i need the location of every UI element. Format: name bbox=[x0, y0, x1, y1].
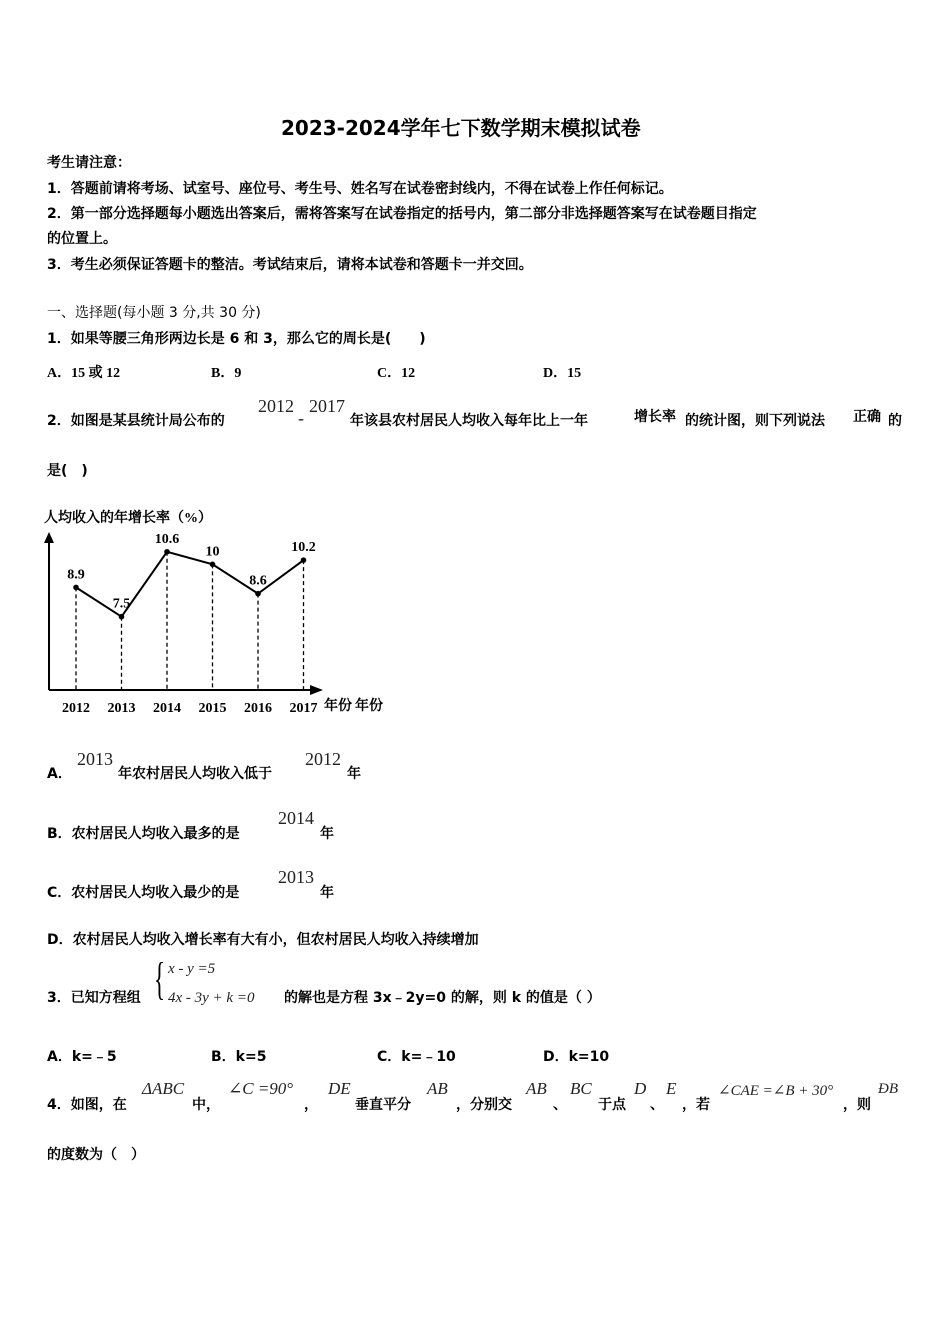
q2-stem-part2: 年该县农村居民人均收入每年比上一年 bbox=[350, 413, 588, 429]
q4-angle-c: ∠C =90° bbox=[228, 1079, 294, 1098]
q2-option-c-text[interactable]: C．农村居民人均收入最少的是 bbox=[47, 885, 240, 901]
chart-data-label: 10.6 bbox=[154, 531, 180, 547]
q4-stem-part6: ，若 bbox=[682, 1097, 710, 1113]
chart-data-point bbox=[164, 549, 170, 555]
chart-data-label: 8.9 bbox=[67, 567, 85, 583]
q2-year-start: 2012 bbox=[258, 396, 294, 416]
q2-stem-part3: 增长率 bbox=[634, 409, 676, 425]
q2-option-a-suffix: 年 bbox=[347, 766, 361, 782]
q2-stem-part6: 的 bbox=[888, 413, 902, 429]
q3-option-a[interactable]: A．k=﹣5 bbox=[47, 1049, 117, 1065]
q4-triangle: ΔABC bbox=[142, 1079, 185, 1098]
chart-data-point bbox=[210, 562, 216, 568]
chart-series-line bbox=[76, 552, 304, 617]
chart-data-label: 10 bbox=[205, 544, 220, 560]
q4-segment-ab-2: AB bbox=[526, 1079, 547, 1098]
chart-x-label: 年份 bbox=[324, 699, 352, 714]
q2-stem-part7: 是( ) bbox=[47, 463, 88, 479]
chart-data-label: 10.2 bbox=[291, 540, 316, 556]
q3-stem-prefix: 3．已知方程组 bbox=[47, 990, 141, 1006]
chart-data-point bbox=[119, 614, 125, 620]
chart-data-label: 8.6 bbox=[249, 573, 267, 589]
notes-item-2a: 2．第一部分选择题每小题选出答案后，需将答案写在试卷指定的括号内，第二部分非选择题答案写在试卷题目指定 bbox=[47, 206, 757, 222]
q3-equation-2: 4x - 3y + k =0 bbox=[168, 990, 255, 1006]
q3-option-b[interactable]: B．k=5 bbox=[211, 1049, 267, 1065]
chart-data-point bbox=[301, 557, 307, 563]
section-heading: 一、选择题(每小题 3 分,共 30 分) bbox=[47, 305, 261, 321]
q4-condition: ∠CAE =∠B + 30° bbox=[718, 1083, 834, 1099]
q4-angle-b: ÐB bbox=[878, 1081, 898, 1097]
q2-option-a-text: 年农村居民人均收入低于 bbox=[118, 766, 272, 782]
chart-data-point bbox=[255, 591, 261, 597]
notes-item-2b: 的位置上。 bbox=[47, 231, 117, 247]
notes-heading: 考生请注意： bbox=[47, 155, 131, 171]
chart-x-axis-arrow bbox=[310, 685, 323, 695]
chart-x-tick-label: 2013 bbox=[107, 701, 136, 716]
q1-option-d[interactable]: D．15 bbox=[543, 366, 582, 381]
q3-system-brace: { bbox=[154, 953, 166, 1004]
q1-option-c[interactable]: C．12 bbox=[377, 366, 416, 381]
q3-option-c[interactable]: C．k=﹣10 bbox=[377, 1049, 456, 1065]
notes-item-3: 3．考生必须保证答题卡的整洁。考试结束后，请将本试卷和答题卡一并交回。 bbox=[47, 257, 533, 273]
notes-item-1: 1．答题前请将考场、试室号、座位号、考生号、姓名写在试卷密封线内，不得在试卷上作任何标记。 bbox=[47, 181, 673, 197]
q2-stem-part1: 2．如图是某县统计局公布的 bbox=[47, 413, 225, 429]
q2-option-a-year2: 2012 bbox=[305, 749, 341, 769]
q4-segment-bc: BC bbox=[570, 1079, 592, 1098]
q4-comma: ， bbox=[304, 1097, 318, 1113]
q2-option-d-text[interactable]: D．农村居民人均收入增长率有大有小，但农村居民人均收入持续增加 bbox=[47, 932, 479, 948]
q2-dash: - bbox=[298, 408, 304, 428]
q4-segment-de: DE bbox=[328, 1079, 351, 1098]
q4-segment-ab-1: AB bbox=[427, 1079, 448, 1098]
chart-x-tick-label: 2015 bbox=[198, 701, 227, 716]
q4-separator-2: 、 bbox=[650, 1097, 664, 1113]
chart-y-axis-arrow bbox=[44, 532, 54, 543]
page-title: 2023-2024学年七下数学期末模拟试卷 bbox=[281, 116, 641, 140]
q2-stem-part5: 正确 bbox=[853, 409, 881, 425]
chart-x-tick-label: 2012 bbox=[62, 701, 90, 716]
q2-option-a-prefix[interactable]: A． bbox=[47, 766, 72, 782]
chart-data-point bbox=[73, 585, 79, 591]
chart-x-label-extra: 年份 bbox=[355, 699, 383, 714]
q4-separator-1: 、 bbox=[553, 1097, 567, 1113]
q4-stem-part3: 垂直平分 bbox=[355, 1097, 411, 1113]
q2-option-b-text[interactable]: B．农村居民人均收入最多的是 bbox=[47, 826, 240, 842]
q2-option-c-suffix: 年 bbox=[320, 885, 334, 901]
chart-x-tick-label: 2017 bbox=[289, 701, 318, 716]
chart-title: 人均收入的年增长率（%） bbox=[44, 511, 212, 526]
chart-x-tick-label: 2016 bbox=[244, 701, 272, 716]
q1-stem: 1．如果等腰三角形两边长是 6 和 3，那么它的周长是( ) bbox=[47, 331, 426, 347]
q4-point-d: D bbox=[634, 1079, 647, 1098]
q4-stem-part8: 的度数为（ ） bbox=[47, 1147, 145, 1163]
q3-option-d[interactable]: D．k=10 bbox=[543, 1049, 610, 1065]
q4-stem-part2: 中， bbox=[192, 1097, 220, 1113]
q2-option-c-year: 2013 bbox=[278, 867, 314, 887]
q2-growth-chart bbox=[40, 505, 400, 720]
q2-stem-part4: 的统计图，则下列说法 bbox=[685, 413, 825, 429]
q2-option-a-year1: 2013 bbox=[77, 749, 113, 769]
q1-option-b[interactable]: B．9 bbox=[211, 366, 242, 381]
chart-x-tick-label: 2014 bbox=[153, 701, 181, 716]
q4-stem-part7: ，则 bbox=[843, 1097, 871, 1113]
q2-year-end: 2017 bbox=[309, 396, 345, 416]
q4-stem-part4: ，分别交 bbox=[456, 1097, 512, 1113]
q4-stem-part5: 于点 bbox=[598, 1097, 626, 1113]
q1-option-a[interactable]: A．15 或 12 bbox=[47, 366, 121, 381]
chart-data-label: 7.5 bbox=[112, 596, 131, 612]
q2-option-b-year: 2014 bbox=[278, 808, 314, 828]
q3-equation-1: x - y =5 bbox=[168, 961, 216, 977]
q4-stem-part1: 4．如图，在 bbox=[47, 1097, 127, 1113]
q3-stem-suffix: 的解也是方程 3x﹣2y=0 的解，则 k 的值是（ ） bbox=[284, 990, 601, 1006]
q4-point-e: E bbox=[666, 1079, 677, 1098]
q2-option-b-suffix: 年 bbox=[320, 826, 334, 842]
